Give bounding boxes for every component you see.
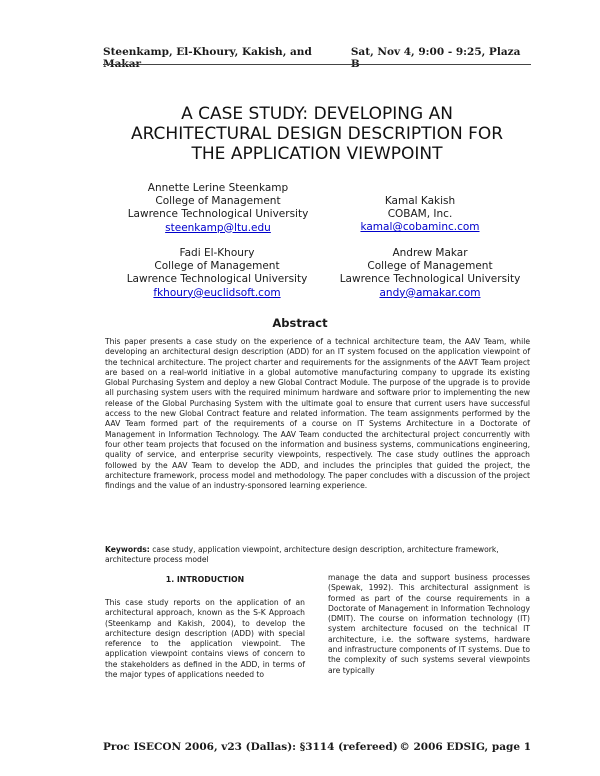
author-name: Kamal Kakish [384, 195, 456, 207]
author-dept: College of Management [367, 260, 493, 273]
footer-citation: Proc ISECON 2006, v23 (Dallas): §3114 (refereed) [103, 741, 398, 753]
abstract-text: This paper presents a case study on the experience of a technical architecture team, the AAV Team, while developing an architectural design description (ADD) for an IT system focused on the application viewpoint of the technical architecture. The project charter and requirements for the assignments of the AAVT Team project are based on a real-world initiative in a global automotive manufacturing company to upgrade its existing Global Purchasing System and deploy a new Global Contract Module. The purpose of the upgrade is to provide all purchasing system users with the required minimum hardware and software prior to implementing the new release of the Global Purchasing System with the ultimate goal to ensure that current users have successful access to the new Global Contract feature and related information. The team assignments performed by the AAV Team formed part of the requirements of a course on IT Systems Architecture in a Doctorate of Management in Information Technology. The AAV Team conducted the architectural project concurrently with four other team projects that focused on the information and business systems, communications engineering, quality of service, and enterprise security viewpoints, respectively. The case study outlines the approach followed by the AAV Team to develop the ADD, and includes the principles that guided the project, the architecture framework, process model and methodology. The paper concludes with a discussion of the project findings and the value of an industry-sponsored learning experience. [105, 337, 530, 491]
body-column-right: manage the data and support business processes (Spewak, 1992). This architectural assignment is formed as part of the course requirements in a Doctorate of Management in Information Technology (DMIT). The course on information technology (IT) system architecture focused on the technical IT architecture, i.e. the software systems, hardware and infrastructure components of IT systems. Due to the complexity of such systems several viewpoints are typically [328, 573, 530, 675]
keywords-text: case study, application viewpoint, architecture design description, architecture framework, architecture process model [105, 545, 499, 565]
title-line: A CASE STUDY: DEVELOPING AN [181, 104, 453, 124]
author-org: Lawrence Technological University [339, 273, 521, 286]
title-line: ARCHITECTURAL DESIGN DESCRIPTION FOR [130, 124, 504, 144]
author-email-link[interactable]: kamal@cobaminc.com [360, 221, 480, 234]
section-heading: 1. INTRODUCTION [165, 575, 245, 584]
running-footer [103, 741, 531, 753]
author-email-link[interactable]: steenkamp@ltu.edu [165, 221, 271, 234]
author-block-makar [318, 247, 542, 300]
abstract-heading: Abstract [272, 316, 328, 330]
header-authors: Steenkamp, El-Khoury, Kakish, and Makar [103, 46, 312, 70]
paper-title [100, 104, 534, 164]
author-block-el-khoury [102, 247, 332, 300]
keywords [105, 545, 530, 566]
header-rule [103, 64, 531, 65]
author-dept: College of Management [154, 260, 280, 273]
author-name: Andrew Makar [392, 247, 468, 259]
header-session: Sat, Nov 4, 9:00 - 9:25, Plaza B [350, 46, 521, 70]
body-column-left: This case study reports on the application of an architectural approach, known as the S-K Approach (Steenkamp and Kakish, 2004), to develop the architecture design description (ADD) with special reference to the application viewpoint. The application viewpoint contains views of concern to the stakeholders as defined in the ADD, in terms of the major types of applications needed to [105, 598, 305, 680]
author-block-kakish [320, 195, 520, 235]
author-name: Annette Lerine Steenkamp [147, 182, 289, 194]
running-header [103, 46, 531, 70]
footer-copyright: © 2006 EDSIG, page 1 [399, 741, 531, 753]
keywords-label: Keywords: [105, 545, 150, 554]
author-org: Lawrence Technological University [127, 208, 309, 221]
author-name: Fadi El-Khoury [179, 247, 255, 259]
author-block-steenkamp [118, 182, 318, 235]
author-dept: COBAM, Inc. [387, 208, 453, 221]
author-dept: College of Management [155, 195, 281, 208]
title-line: THE APPLICATION VIEWPOINT [191, 144, 443, 164]
author-email-link[interactable]: andy@amakar.com [379, 286, 481, 299]
author-email-link[interactable]: fkhoury@euclidsoft.com [153, 286, 281, 299]
author-org: Lawrence Technological University [126, 273, 308, 286]
